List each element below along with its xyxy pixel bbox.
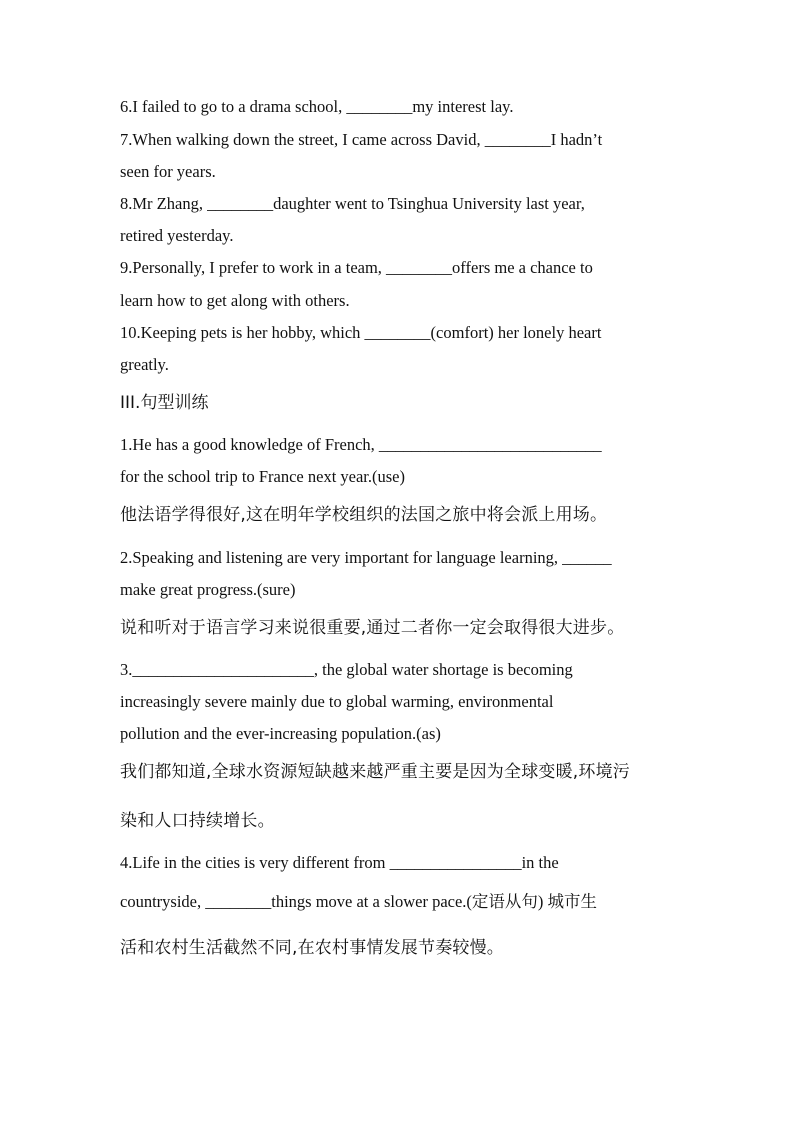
sentence-3-chinese-line-2: 染和人口持续增长。	[120, 811, 275, 831]
sentence-3-line-1: 3.______________________, the global water shortage is becoming	[120, 660, 573, 679]
question-6: 6.I failed to go to a drama school, ________my interest lay.	[120, 97, 514, 116]
question-7-line-2: seen for years.	[120, 162, 216, 181]
question-7-line-1: 7.When walking down the street, I came across David, ________I hadn’t	[120, 130, 603, 149]
sentence-2-line-1: 2.Speaking and listening are very important for language learning, ______	[120, 548, 612, 567]
sentence-1-line-1: 1.He has a good knowledge of French, ___________________________	[120, 435, 602, 454]
question-9-line-2: learn how to get along with others.	[120, 291, 350, 310]
sentence-2-chinese: 说和听对于语言学习来说很重要,通过二者你一定会取得很大进步。	[120, 618, 625, 638]
sentence-2-line-2: make great progress.(sure)	[120, 580, 296, 599]
sentence-1-chinese: 他法语学得很好,这在明年学校组织的法国之旅中将会派上用场。	[120, 505, 608, 525]
sentence-3-line-2: increasingly severe mainly due to global warming, environmental	[120, 692, 554, 711]
question-8-line-1: 8.Mr Zhang, ________daughter went to Tsinghua University last year,	[120, 194, 585, 213]
sentence-4-line-1: 4.Life in the cities is very different from ________________in the	[120, 853, 559, 872]
sentence-4-chinese: 活和农村生活截然不同,在农村事情发展节奏较慢。	[120, 938, 505, 958]
question-10-line-1: 10.Keeping pets is her hobby, which ________(comfort) her lonely heart	[120, 323, 602, 342]
question-9-line-1: 9.Personally, I prefer to work in a team, ________offers me a chance to	[120, 258, 593, 277]
sentence-1-line-2: for the school trip to France next year.(use)	[120, 467, 405, 486]
sentence-3-chinese-line-1: 我们都知道,全球水资源短缺越来越严重主要是因为全球变暖,环境污	[120, 762, 631, 782]
question-8-line-2: retired yesterday.	[120, 226, 234, 245]
section-heading: III.句型训练	[120, 393, 209, 413]
sentence-4-line-2: countryside, ________things move at a slower pace.(定语从句) 城市生	[120, 892, 598, 911]
question-10-line-2: greatly.	[120, 355, 169, 374]
sentence-3-line-3: pollution and the ever-increasing population.(as)	[120, 724, 441, 743]
